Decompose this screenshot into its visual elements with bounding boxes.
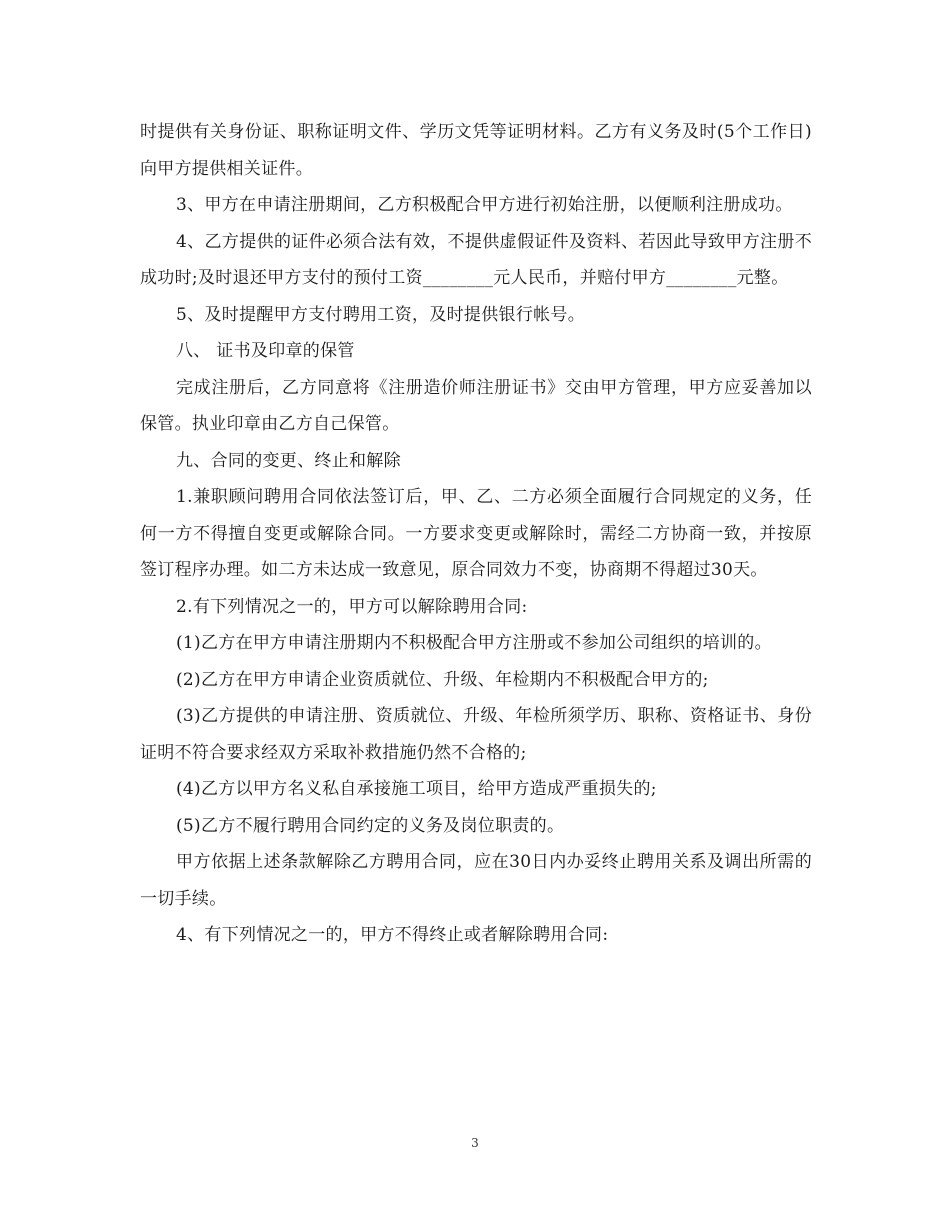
paragraph-subitem-1: (1)乙方在甲方申请注册期内不积极配合甲方注册或不参加公司组织的培训的。 [176,633,772,653]
paragraph-certificate-custody: 完成注册后，乙方同意将《注册造价师注册证书》交由甲方管理，甲方应妥善加以保管。执业印章由乙方自己保管。 [140,377,812,434]
paragraph-subitem-5: (5)乙方不履行聘用合同约定的义务及岗位职责的。 [176,815,565,836]
paragraph-subitem-3: (3)乙方提供的申请注册、资质就位、升级、年检所须学历、职称、资格证书、身份证明不符合要求经双方采取补救措施仍然不合格的; [140,706,812,763]
paragraph-item-4: 4、有下列情况之一的，甲方不得终止或者解除聘用合同: [176,925,609,945]
section-heading-8: 八、 证书及印章的保管 [176,341,355,361]
paragraph-subitem-2: (2)乙方在甲方申请企业资质就位、升级、年检期内不积极配合甲方的; [176,669,709,690]
document-body [140,114,812,954]
paragraph-clause-4: 4、乙方提供的证件必须合法有效，不提供虚假证件及资料、若因此导致甲方注册不成功时;及时退还甲方支付的预付工资________元人民币，并赔付甲方________元整。 [140,231,812,288]
paragraph-subitem-4: (4)乙方以甲方名义私自承接施工项目，给甲方造成严重损失的; [176,779,657,799]
paragraph-item-2: 2.有下列情况之一的，甲方可以解除聘用合同: [176,596,528,617]
paragraph-continuation: 时提供有关身份证、职称证明文件、学历文凭等证明材料。乙方有义务及时(5个工作日)向甲方提供相关证件。 [140,122,812,179]
paragraph-item-1: 1.兼职顾问聘用合同依法签订后，甲、乙、二方必须全面履行合同规定的义务，任何一方不得擅自变更或解除合同。一方要求变更或解除时，需经二方协商一致，并按原签订程序办理。如二方未达成一致意见，原合同效力不变，协商期不得超过30天。 [140,487,812,580]
paragraph-termination-procedure: 甲方依据上述条款解除乙方聘用合同，应在30日内办妥终止聘用关系及调出所需的一切手续。 [140,852,812,909]
section-heading-9: 九、合同的变更、终止和解除 [176,450,401,471]
paragraph-clause-3: 3、甲方在申请注册期间，乙方积极配合甲方进行初始注册，以便顺利注册成功。 [176,195,793,215]
page-number: 3 [471,1136,479,1150]
paragraph-clause-5: 5、及时提醒甲方支付聘用工资，及时提供银行帐号。 [176,304,586,325]
